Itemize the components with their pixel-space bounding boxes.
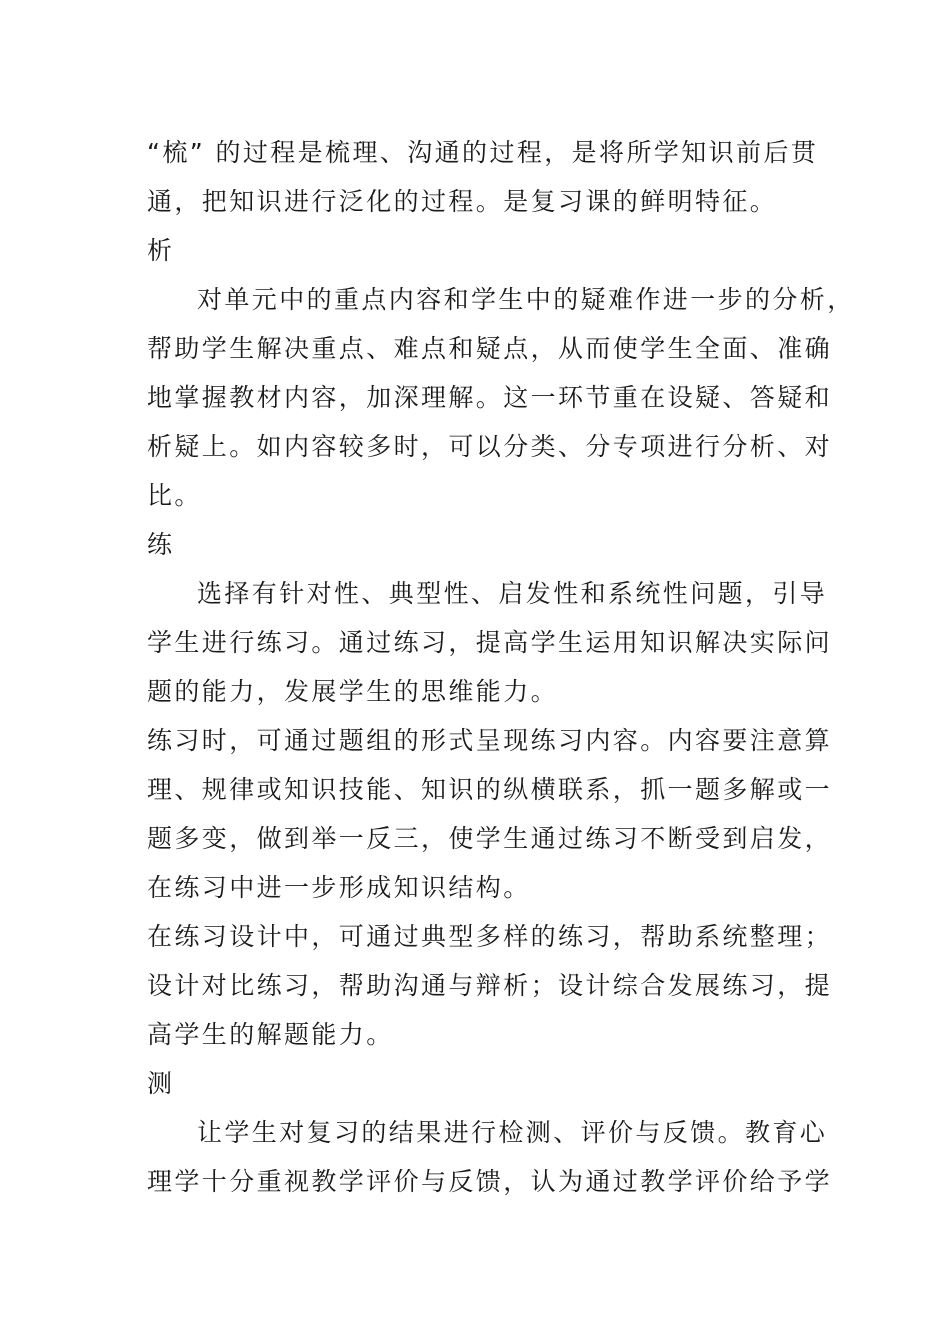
text-line: 设计对比练习，帮助沟通与辩析；设计综合发展练习，提 [147, 971, 833, 1000]
text-line: 理、规律或知识技能、知识的纵横联系，抓一题多解或一 [147, 775, 833, 804]
section-heading [147, 1059, 817, 1108]
text-line: 让学生对复习的结果进行检测、评价与反馈。教育心 [197, 1118, 828, 1147]
text-line: “梳” 的过程是梳理、沟通的过程，是将所学知识前后贯 [147, 138, 819, 167]
section-heading [147, 520, 817, 569]
text-line: 在练习设计中，可通过典型多样的练习，帮助系统整理； [147, 922, 833, 951]
text-line: 析疑上。如内容较多时，可以分类、分专项进行分析、对 [147, 432, 833, 461]
paragraph [147, 1108, 833, 1206]
document-page [147, 128, 855, 1206]
text-line: 题的能力，发展学生的思维能力。 [147, 677, 559, 706]
text-line: 在练习中进一步形成知识结构。 [147, 873, 531, 902]
text-line: 通，把知识进行泛化的过程。是复习课的鲜明特征。 [147, 187, 778, 216]
paragraph [147, 128, 817, 226]
heading-text: 练 [147, 530, 173, 559]
paragraph [147, 569, 833, 716]
heading-text: 析 [147, 236, 173, 265]
heading-text: 测 [147, 1069, 173, 1098]
text-line: 选择有针对性、典型性、启发性和系统性问题，引导 [197, 579, 828, 608]
text-line: 对单元中的重点内容和学生中的疑难作进一步的分析， [197, 285, 855, 314]
text-line: 高学生的解题能力。 [147, 1020, 394, 1049]
text-line: 学生进行练习。通过练习，提高学生运用知识解决实际问 [147, 628, 833, 657]
text-line: 地掌握教材内容，加深理解。这一环节重在设疑、答疑和 [147, 383, 833, 412]
text-line: 理学十分重视教学评价与反馈，认为通过教学评价给予学 [147, 1167, 833, 1196]
paragraph [147, 275, 855, 520]
paragraph [147, 912, 833, 1059]
text-line: 练习时，可通过题组的形式呈现练习内容。内容要注意算 [147, 726, 833, 755]
text-line: 帮助学生解决重点、难点和疑点，从而使学生全面、准确 [147, 334, 833, 363]
paragraph [147, 716, 833, 912]
section-heading [147, 226, 817, 275]
text-line: 题多变，做到举一反三，使学生通过练习不断受到启发， [147, 824, 833, 853]
text-line: 比。 [147, 481, 202, 510]
